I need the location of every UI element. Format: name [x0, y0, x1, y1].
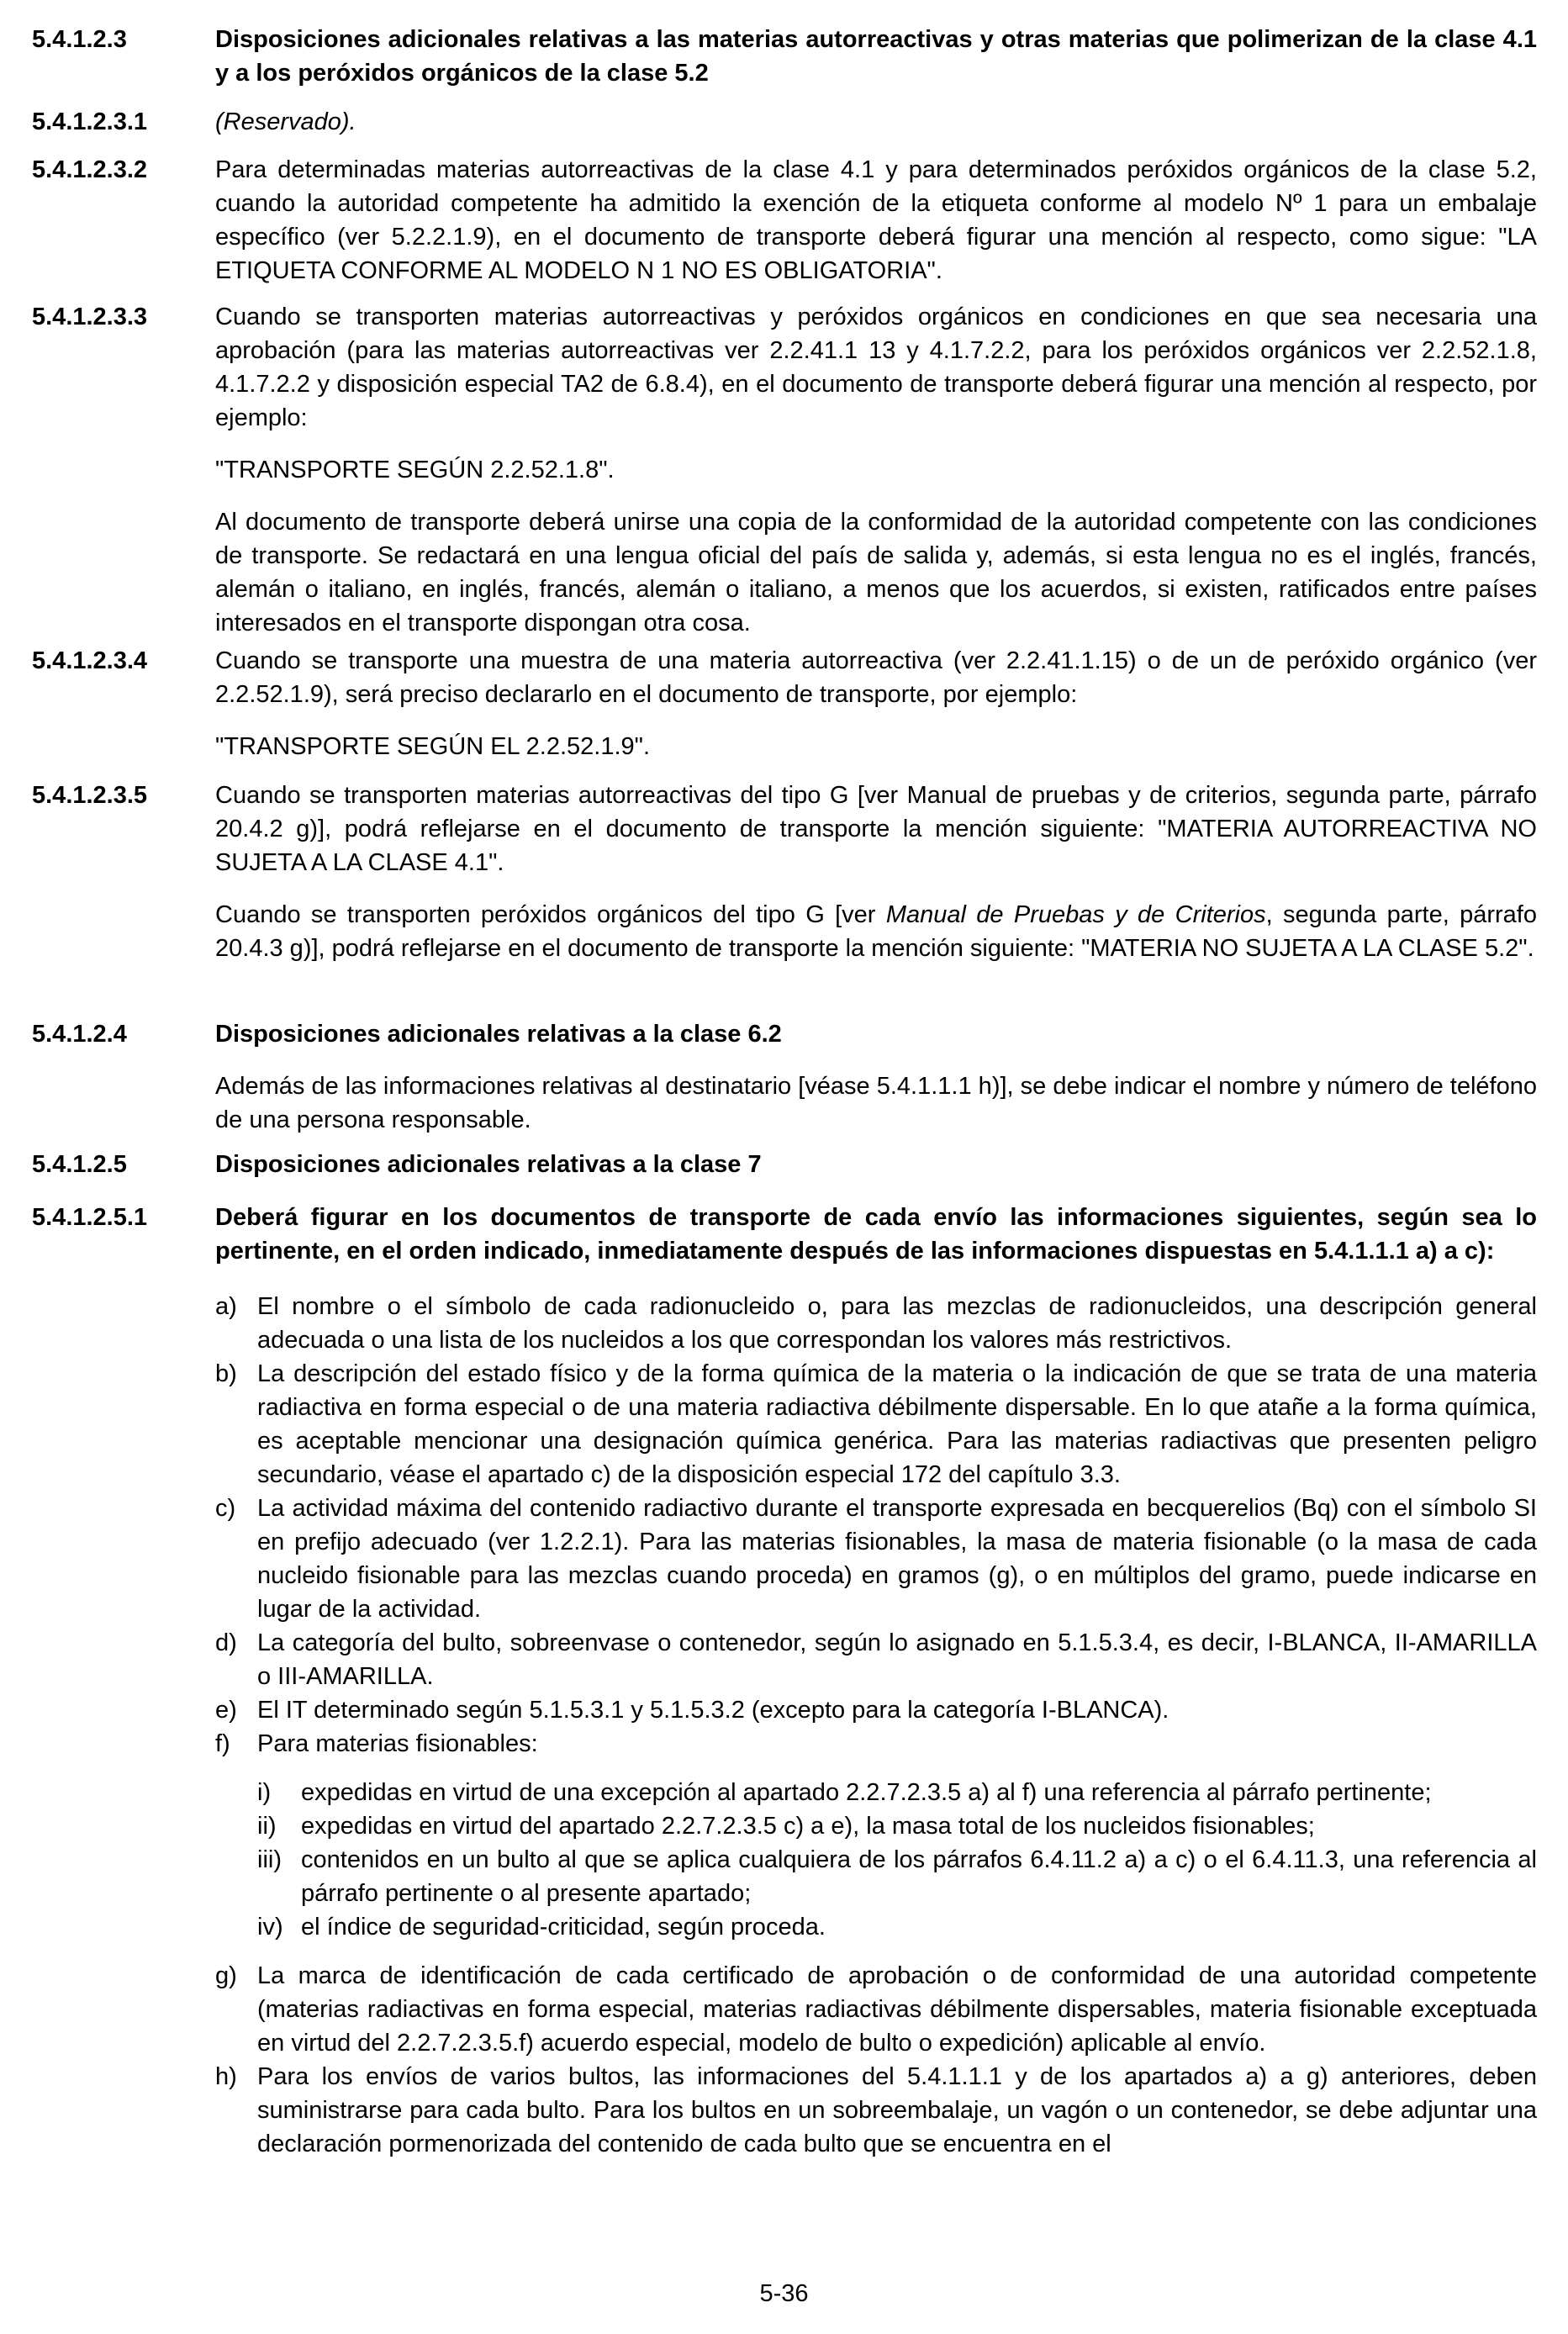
section-number: 5.4.1.2.4 — [32, 1021, 127, 1048]
section-number: 5.4.1.2.3.2 — [32, 156, 148, 183]
sub-item-text: el índice de seguridad-criticidad, según proceda. — [301, 1914, 826, 1941]
paragraph: Cuando se transporten materias autorreactivas del tipo G [ver Manual de pruebas y de criterios, segunda parte, párrafo 20.4.2 g)], podrá reflejarse en el documento de transporte la mención siguiente: "MATERIA AUTORREACTIVA NO SUJETA A LA CLASE 4.1". — [215, 782, 1537, 876]
item-text: El IT determinado según 5.1.5.3.1 y 5.1.5.3.2 (excepto para la categoría I-BLANCA). — [257, 1697, 1169, 1724]
sub-item-list — [257, 1776, 1537, 1944]
item-text: La descripción del estado físico y de la forma química de la materia o la indicación de que se trata de una materia radiactiva en forma especial o de una materia radiactiva débilmente dispersable. En lo que atañe a la forma química, es aceptable mencionar una designación química genérica. Para las materias radiactivas que presenten peligro secundario, véase el apartado c) de la disposición especial 172 del capítulo 3.3. — [257, 1360, 1537, 1488]
section-number: 5.4.1.2.3.3 — [32, 304, 148, 330]
list-item — [215, 1290, 1537, 1357]
list-item — [215, 1727, 1537, 1944]
page-number: 5-36 — [759, 2280, 809, 2307]
section-5-4-1-2-3-2 — [32, 153, 1537, 288]
section-title: Disposiciones adicionales relativas a las materias autorreactivas y otras materias que polimerizan de la clase 4.1 y a los peróxidos orgánicos de la clase 5.2 — [215, 26, 1537, 87]
item-text: El nombre o el símbolo de cada radionucleido o, para las mezclas de radionucleidos, una descripción general adecuada o una lista de los nucleidos a los que correspondan los valores más restrictivos. — [257, 1293, 1537, 1354]
sub-item-text: expedidas en virtud del apartado 2.2.7.2.3.5 c) a e), la masa total de los nucleidos fisionables; — [301, 1813, 1315, 1840]
sub-item-text: contenidos en un bulto al que se aplica cualquiera de los párrafos 6.4.11.2 a) a c) o el 6.4.11.3, una referencia al párrafo pertinente o al presente apartado; — [301, 1846, 1537, 1907]
section-number: 5.4.1.2.5.1 — [32, 1204, 148, 1231]
section-5-4-1-2-5 — [32, 1148, 1537, 1181]
paragraph: "TRANSPORTE SEGÚN 2.2.52.1.8". — [215, 457, 615, 483]
item-marker: f) — [215, 1730, 230, 1757]
sub-item-text: expedidas en virtud de una excepción al apartado 2.2.7.2.3.5 a) al f) una referencia al párrafo pertinente; — [301, 1779, 1432, 1806]
item-marker: b) — [215, 1360, 237, 1387]
section-body — [215, 300, 1537, 640]
list-item — [215, 2060, 1537, 2161]
section-5-4-1-2-3-3 — [32, 300, 1537, 658]
text-run: Cuando se transporten peróxidos orgánicos del tipo G [ver — [215, 901, 886, 928]
item-list — [215, 1290, 1537, 2161]
list-item — [215, 1959, 1537, 2060]
item-text: Para los envíos de varios bultos, las informaciones del 5.4.1.1.1 y de los apartados a) a g) anteriores, deben suministrarse para cada bulto. Para los bultos en un sobreembalaje, un vagón o un contenedor, se debe adjuntar una declaración pormenorizada del contenido de cada bulto que se encuentra en el — [257, 2063, 1537, 2157]
text-run: , segunda parte, párrafo 20.4.3 g)], podrá reflejarse en el documento de transporte la mención siguiente: "MATERIA NO SUJETA A LA CLASE 5.2". — [215, 901, 1537, 962]
list-item — [215, 1357, 1537, 1492]
sub-item-marker: iii) — [257, 1846, 282, 1873]
list-item — [215, 1626, 1537, 1693]
section-body — [215, 779, 1537, 965]
paragraph — [215, 898, 1537, 965]
item-marker: a) — [215, 1293, 237, 1320]
section-number: 5.4.1.2.5 — [32, 1151, 127, 1178]
paragraph: Además de las informaciones relativas al destinatario [véase 5.4.1.1.1 h)], se debe indicar el nombre y número de teléfono de una persona responsable. — [215, 1073, 1537, 1133]
sub-item-marker: i) — [257, 1779, 272, 1806]
section-title: Disposiciones adicionales relativas a la clase 7 — [215, 1151, 762, 1178]
item-text: Para materias fisionables: — [257, 1730, 538, 1757]
paragraph: Cuando se transporten materias autorreactivas y peróxidos orgánicos en condiciones en que sea necesaria una aprobación (para las materias autorreactivas ver 2.2.41.1 13 y 4.1.7.2.2, para los peróxidos orgánicos ver 2.2.52.1.8, 4.1.7.2.2 y disposición especial TA2 de 6.8.4), en el documento de transporte deberá figurar una mención al respecto, por ejemplo: — [215, 304, 1537, 431]
section-number: 5.4.1.2.3.1 — [32, 108, 148, 135]
section-number: 5.4.1.2.3 — [32, 26, 127, 53]
sub-list-item — [257, 1843, 1537, 1910]
item-marker: d) — [215, 1629, 237, 1656]
item-marker: c) — [215, 1495, 236, 1522]
section-body — [215, 644, 1537, 763]
paragraph: Cuando se transporte una muestra de una materia autorreactiva (ver 2.2.41.1.15) o de un de peróxido orgánico (ver 2.2.52.1.9), será preciso declararlo en el documento de transporte, por ejemplo: — [215, 647, 1537, 708]
section-number: 5.4.1.2.3.4 — [32, 647, 148, 674]
section-5-4-1-2-5-1 — [32, 1201, 1537, 2161]
section-5-4-1-2-3-1 — [32, 105, 1537, 139]
sub-item-marker: iv) — [257, 1914, 283, 1941]
list-item — [215, 1492, 1537, 1626]
item-text: La marca de identificación de cada certificado de aprobación o de conformidad de una autoridad competente (materias radiactivas en forma especial, materias radiactivas débilmente dispersables, materia fisionable exceptuada en virtud del 2.2.7.2.3.5.f) acuerdo especial, modelo de bulto o expedición) aplicable al envío. — [257, 1962, 1537, 2057]
sub-list-item — [257, 1776, 1537, 1809]
sub-list-item — [257, 1809, 1537, 1843]
italic-title: Manual de Pruebas y de Criterios — [885, 901, 1266, 928]
item-marker: e) — [215, 1697, 237, 1724]
section-5-4-1-2-3-4 — [32, 644, 1537, 782]
section-body — [215, 1017, 1537, 1137]
item-marker: g) — [215, 1962, 237, 1989]
item-marker: h) — [215, 2063, 237, 2090]
section-body — [215, 1201, 1537, 2161]
section-5-4-1-2-3 — [32, 23, 1537, 90]
section-5-4-1-2-4 — [32, 1017, 1537, 1155]
list-item — [215, 1693, 1537, 1727]
paragraph: "TRANSPORTE SEGÚN EL 2.2.52.1.9". — [215, 733, 651, 760]
paragraph: Al documento de transporte deberá unirse una copia de la conformidad de la autoridad competente con las condiciones de transporte. Se redactará en una lengua oficial del país de salida y, además, si esta lengua no es el inglés, francés, alemán o italiano, en inglés, francés, alemán o italiano, a menos que los acuerdos, si existen, ratificados entre países interesados en el transporte dispongan otra cosa. — [215, 509, 1537, 636]
section-text: Para determinadas materias autorreactivas de la clase 4.1 y para determinados peróxidos orgánicos de la clase 5.2, cuando la autoridad competente ha admitido la exención de la etiqueta conforme al modelo Nº 1 para un embalaje específico (ver 5.2.2.1.9), en el documento de transporte deberá figurar una mención al respecto, como sigue: "LA ETIQUETA CONFORME AL MODELO N 1 NO ES OBLIGATORIA". — [215, 156, 1537, 284]
sub-list-item — [257, 1910, 1537, 1944]
sub-item-marker: ii) — [257, 1813, 277, 1840]
section-title: Disposiciones adicionales relativas a la clase 6.2 — [215, 1021, 782, 1048]
section-title: Deberá figurar en los documentos de transporte de cada envío las informaciones siguientes, según sea lo pertinente, en el orden indicado, inmediatamente después de las informaciones dispuestas en 5.4.1.1.1 a) a c): — [215, 1204, 1537, 1265]
section-5-4-1-2-3-5 — [32, 779, 1537, 984]
item-text: La actividad máxima del contenido radiactivo durante el transporte expresada en becquerelios (Bq) con el símbolo SI en prefijo adecuado (ver 1.2.2.1). Para las materias fisionables, la masa de materia fisionable (o la masa de cada nucleido fisionable para las mezclas cuando proceda) en gramos (g), o en múltiplos del gramo, puede indicarse en lugar de la actividad. — [257, 1495, 1537, 1623]
section-number: 5.4.1.2.3.5 — [32, 782, 148, 809]
section-text: (Reservado). — [215, 108, 356, 135]
item-text: La categoría del bulto, sobreenvase o contenedor, según lo asignado en 5.1.5.3.4, es decir, I-BLANCA, II-AMARILLA o III-AMARILLA. — [257, 1629, 1537, 1690]
